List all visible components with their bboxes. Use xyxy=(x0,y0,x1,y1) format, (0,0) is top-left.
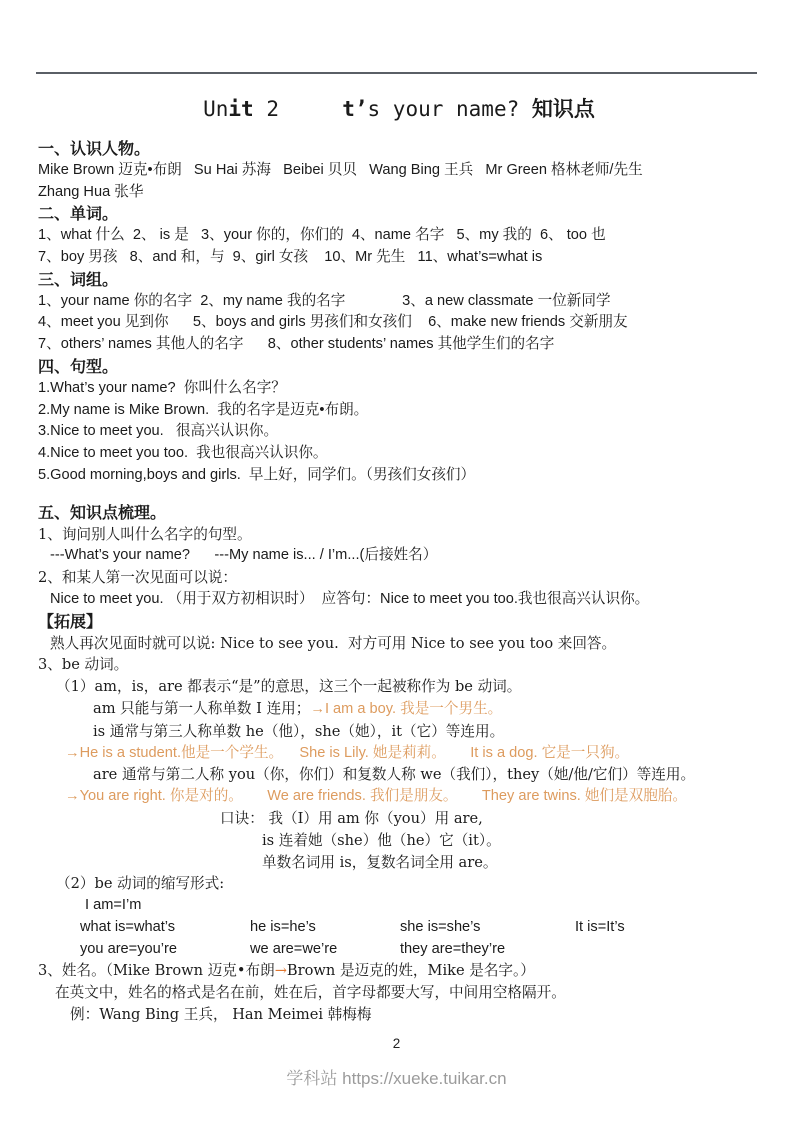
sentence-item: 2.My name is Mike Brown. 我的名字是迈克•布朗。 xyxy=(38,401,369,418)
mnemonic-line-1: 口诀： 我（I）用 am 你（you）用 are, xyxy=(220,809,483,827)
contraction-cell: you are=you’re xyxy=(80,940,177,957)
expand-text: 熟人再次见面时就可以说: Nice to see you. 对方可用 Nice to see you too 来回答。 xyxy=(50,634,617,652)
persons-line-1: Mike Brown 迈克•布朗 Su Hai 苏海 Beibei 贝贝 Wang Bing 王兵 Mr Green 格林老师/先生 xyxy=(38,161,643,178)
sentence-item: 3.Nice to meet you. 很高兴认识你。 xyxy=(38,423,279,440)
document-content xyxy=(38,94,760,1026)
be-am-example: →I am a boy. 我是一个男生。 xyxy=(310,700,503,717)
phrases-line-2: 4、meet you 见到你 5、boys and girls 男孩们和女孩们 6、make new friends 交新朋友 xyxy=(38,314,628,331)
mnemonic-line-2: is 连着她（she）他（he）它（it）。 xyxy=(262,831,501,849)
be-are-rule: are 通常与第二人称 you（你，你们）和复数人称 we（我们），they（她/他/它们）等连用。 xyxy=(93,766,696,784)
words-line-1: 1、what 什么 2、 is 是 3、your 你的，你们的 4、name 名字 5、my 我的 6、 too 也 xyxy=(38,227,606,244)
contraction-cell: I am=I’m xyxy=(85,897,142,914)
be-is-example: →He is a student.他是一个学生。 She is Lily. 她是莉莉。 It is a dog. 它是一只狗。 xyxy=(65,744,630,761)
sentence-item: 4.Nice to meet you too. 我也很高兴认识你。 xyxy=(38,445,328,462)
knowledge-q2: 2、和某人第一次见面可以说： xyxy=(38,569,238,587)
section-heading-phrases: 三、词组。 xyxy=(38,269,119,289)
page-number: 2 xyxy=(392,1036,401,1051)
contraction-cell: she is=she’s xyxy=(400,918,481,935)
title-part: t’ xyxy=(342,97,368,121)
title-part: s your name? xyxy=(367,97,532,121)
title-part: it xyxy=(228,97,254,121)
contraction-row-2 xyxy=(80,917,760,939)
name-rule-post: Brown 是迈克的姓，Mike 是名字。） xyxy=(286,962,535,980)
contraction-cell: we are=we’re xyxy=(250,940,338,957)
name-rule-pre: 3、姓名。（Mike Brown 迈克•布朗 xyxy=(38,962,275,980)
name-rule-line-3: 例：Wang Bing 王兵， Han Meimei 韩梅梅 xyxy=(70,1006,372,1024)
name-rule-line-1 xyxy=(38,960,760,982)
be-are-example: →You are right. 你是对的。 We are friends. 我们是朋友。 They are twins. 她们是双胞胎。 xyxy=(65,788,688,805)
footer-site-text: 学科站 https://xueke.tuikar.cn xyxy=(286,1069,507,1088)
section-heading-sentences: 四、句型。 xyxy=(38,356,119,376)
phrases-line-1: 1、your name 你的名字 2、my name 我的名字 3、a new classmate 一位新同学 xyxy=(38,292,611,309)
contraction-heading: （2）be 动词的缩写形式: xyxy=(56,875,225,893)
be-am-rule: am 只能与第一人称单数 I 连用； xyxy=(93,699,311,717)
contraction-row-1 xyxy=(85,895,760,917)
phrases-line-3: 7、others’ names 其他人的名字 8、other students’ names 其他学生们的名字 xyxy=(38,336,555,353)
title-gap xyxy=(279,97,342,121)
section-heading-words: 二、单词。 xyxy=(38,204,119,224)
title-part: 知识点 xyxy=(531,97,595,121)
be-verb-intro: （1）am，is，are 都表示“是”的意思，这三个一起被称作为 be 动词。 xyxy=(56,678,522,696)
be-is-rule: is 通常与第三人称单数 he（他），she（她），it（它）等连用。 xyxy=(93,722,505,740)
title-part: Un xyxy=(203,97,229,121)
be-am-rule-line xyxy=(93,698,760,721)
contraction-cell: It is=It’s xyxy=(575,918,625,935)
title-part: 2 xyxy=(253,97,279,121)
section-heading-knowledge: 五、知识点梳理。 xyxy=(38,502,167,522)
knowledge-q2-answer: Nice to meet you. （用于双方初相识时） 应答句：Nice to meet you too.我也很高兴认识你。 xyxy=(50,590,650,607)
words-line-2: 7、boy 男孩 8、and 和，与 9、girl 女孩 10、Mr 先生 11、what’s=what is xyxy=(38,248,543,265)
contraction-cell: they are=they’re xyxy=(400,940,506,957)
section-heading-persons: 一、认识人物。 xyxy=(38,139,151,158)
name-rule-line-2: 在英文中，姓名的格式是名在前，姓在后，首字母都要大写，中间用空格隔开。 xyxy=(55,984,566,1002)
knowledge-q1: 1、询问别人叫什么名字的句型。 xyxy=(38,525,252,543)
persons-line-2: Zhang Hua 张华 xyxy=(38,183,144,200)
sentence-item: 5.Good morning,boys and girls. 早上好，同学们。（男孩们女孩们） xyxy=(38,466,476,483)
contraction-row-3 xyxy=(80,939,760,961)
sentence-item: 1.What’s your name? 你叫什么名字？ xyxy=(38,379,286,396)
be-verb-heading: 3、be 动词。 xyxy=(38,656,129,674)
document-title xyxy=(38,94,760,124)
contraction-cell: what is=what’s xyxy=(80,918,176,935)
contraction-cell: he is=he’s xyxy=(250,918,316,935)
right-arrow-icon: → xyxy=(274,962,287,980)
knowledge-q1-answer: ---What’s your name? ---My name is... / I’m...(后接姓名） xyxy=(50,547,438,564)
header-rule xyxy=(36,72,757,74)
expand-label: 【拓展】 xyxy=(38,611,103,631)
mnemonic-line-3: 单数名词用 is，复数名词全用 are。 xyxy=(262,853,498,871)
